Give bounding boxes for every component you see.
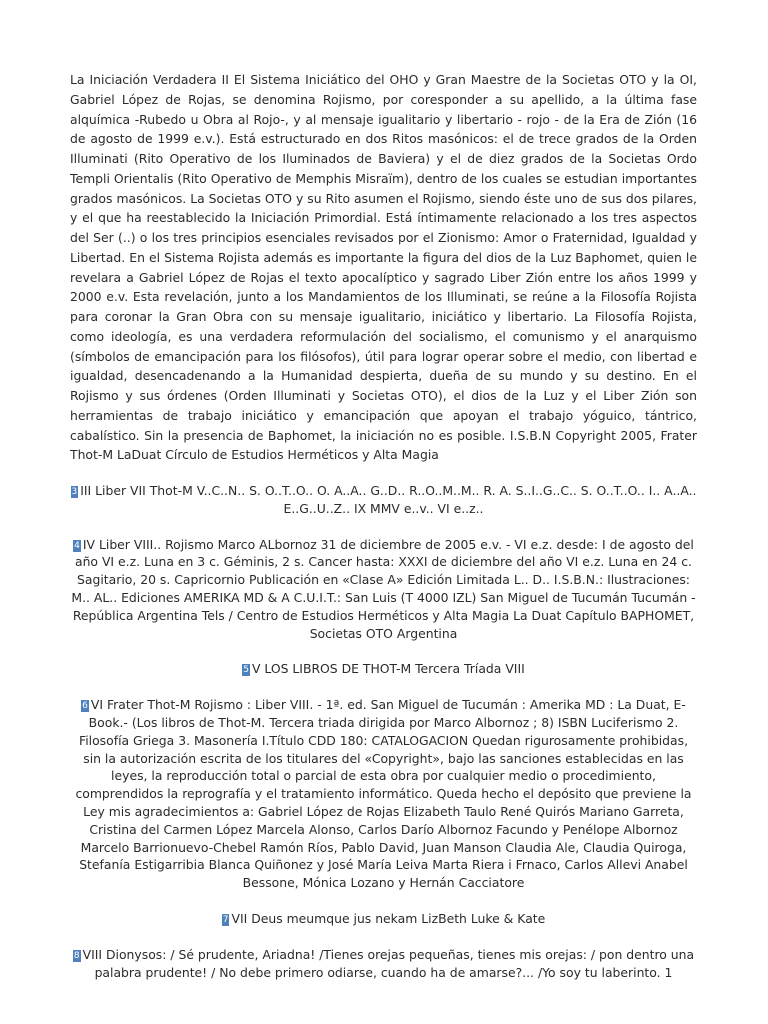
section-3 (70, 482, 697, 518)
section-4-text: IV Liber VIII.. Rojismo Marco ALbornoz 31 de diciembre de 2005 e.v. - VI e.z. desde: I de agosto del año VI e.z. Luna en 3 c. Géminis, 2 s. Cancer hasta: XXXI de diciembre del año VI e.z. Luna en 24 c. Sagitario, 20 s. Capricornio Publicación en «Clase A» Edición Limitada L.. D.. I.S.B.N.: Ilustraciones: M.. AL.. Ediciones AMERIKA MD & A C.U.I.T.: San Luis (T 4000 IZL) San Miguel de Tucumán Tucumán - República Argentina Tels / Centro de Estudios Herméticos y Alta Magia La Duat Capítulo BAPHOMET, Societas OTO Argentina (71, 536, 696, 641)
section-8-text: VIII Dionysos: / Sé prudente, Ariadna! /Tienes orejas pequeñas, tienes mis orejas: / pon dentro una palabra prudente! / No debe primero odiarse, cuando ha de amarse?... /Yo soy tu laberinto. 1 (82, 946, 695, 980)
section-7-text: VII Deus meumque jus nekam LizBeth Luke & Kate (231, 910, 546, 926)
page-marker-7[interactable]: 7 (222, 914, 229, 925)
section-3-text: III Liber VII Thot-M V..C..N.. S. O..T..O.. O. A..A.. G..D.. R..O..M..M.. R. A. S..I..G..C.. S. O..T..O.. I.. A..A.. E..G..U..Z.. IX MMV e..v.. VI e..z.. (80, 483, 697, 516)
section-8 (70, 946, 697, 982)
section-6-text: VI Frater Thot-M Rojismo : Liber VIII. - 1ª. ed. San Miguel de Tucumán : Amerika MD : La Duat, E-Book.- (Los libros de Thot-M. Tercera triada dirigida por Marco Albornoz ; 8) ISBN Luciferismo 2. Filosofía Griega 3. Masonería I.Título CDD 180: CATALOGACION Quedan rigurosamente prohibidas, sin la autorización escrita de los titulares del «Copyright», bajo las sanciones establecidas en las leyes, la reproducción total o parcial de esta obra por cualquier medio o procedimiento, comprendidos la reprografía y el tratamiento informático. Queda hecho el depósito que previene la Ley mis agradecimientos a: Gabriel López de Rojas Elizabeth Taulo René Quirós Mariano Garreta, Cristina del Carmen López Marcela Alonso, Carlos Darío Albornoz Facundo y Penélope Albornoz Marcelo Barrionuevo-Chebel Ramón Ríos, Pablo David, Juan Manson Claudia Ale, Claudia Quiroga, Stefanía Estigarribia Blanca Quiñonez y José María Leiva Marta Riera i Frnaco, Carlos Allevi Anabel Bessone, Mónica Lozano y Hernán Cacciatore (75, 697, 692, 891)
intro-paragraph: La Iniciación Verdadera II El Sistema Iniciático del OHO y Gran Maestre de la Societas OTO y la OI, Gabriel López de Rojas, se denomina Rojismo, por coresponder a su apellido, a la última fase alquímica -Rubedo u Obra al Rojo-, y al mensaje igualitario y libertario - rojo - de la Era de Zión (16 de agosto de 1999 e.v.). Está estructurado en dos Ritos masónicos: el de trece grados de la Orden Illuminati (Rito Operativo de los Iluminados de Baviera) y el de diez grados de la Societas Ordo Templi Orientalis (Rito Operativo de Memphis Misraïm), dentro de los cuales se estudian importantes grados masónicos. La Societas OTO y su Rito asumen el Rojismo, siendo éste uno de sus dos pilares, y el que ha reestablecido la Iniciación Primordial. Está íntimamente relacionado a los tres aspectos del Ser (..) o los tres principios esenciales revisados por el Zionismo: Amor o Fraternidad, Igualdad y Libertad. En el Sistema Rojista además es importante la figura del dios de la Luz Baphomet, quien le revelara a Gabriel López de Rojas el texto apocalíptico y sagrado Liber Zión entre los años 1999 y 2000 e.v. Esta revelación, junto a los Mandamientos de los Illuminati, se reúne a la Filosofía Rojista para coronar la Gran Obra con su mensaje igualitario, iniciático y libertario. La Filosofía Rojista, como ideología, es una verdadera reformulación del socialismo, el comunismo y el anarquismo (símbolos de emancipación para los filósofos), útil para lograr operar sobre el medio, con libertad e igualdad, desencadenando a la Humanidad despierta, dueña de su mundo y su destino. En el Rojismo y sus órdenes (Orden Illuminati y Societas OTO), el dios de la Luz y el Liber Zión son herramientas de trabajo iniciático y emancipación que apoyan el trabajo yóguico, tántrico, cabalístico. Sin la presencia de Baphomet, la iniciación no es posible. I.S.B.N Copyright 2005, Frater Thot-M LaDuat Círculo de Estudios Herméticos y Alta Magia (70, 72, 697, 463)
section-6 (70, 696, 697, 892)
section-5-text: V LOS LIBROS DE THOT-M Tercera Tríada VIII (251, 661, 525, 677)
section-7 (70, 910, 697, 928)
section-5 (70, 660, 697, 678)
page-marker-4[interactable]: 4 (74, 540, 80, 551)
page-marker-5[interactable]: 5 (243, 665, 249, 676)
document-page (70, 70, 697, 981)
page-marker-8[interactable]: 8 (73, 950, 80, 961)
section-4 (70, 536, 697, 643)
page-marker-6[interactable]: 6 (82, 701, 88, 712)
page-marker-3[interactable]: 3 (71, 487, 78, 497)
